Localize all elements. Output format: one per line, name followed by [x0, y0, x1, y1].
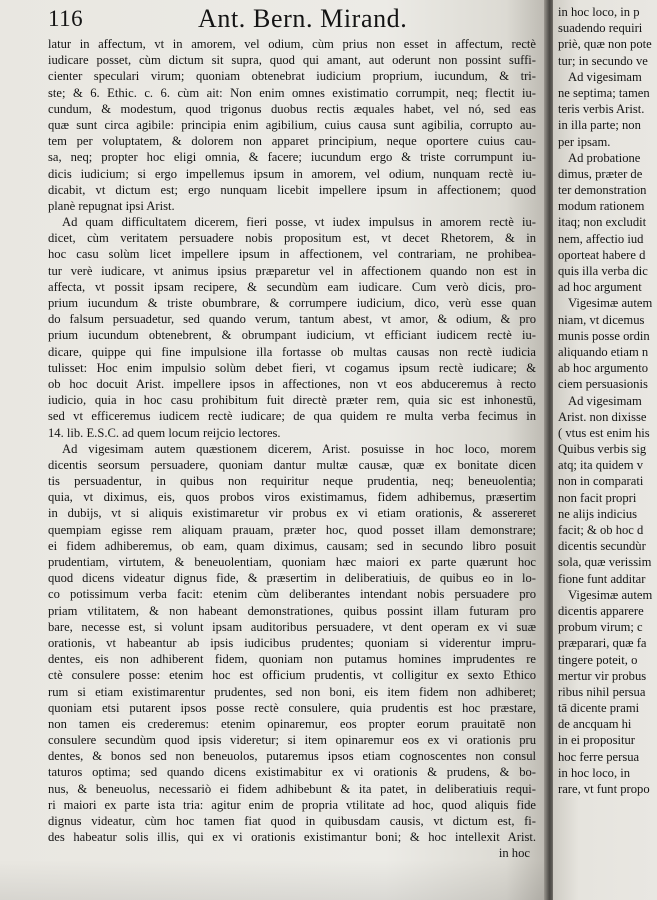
text-line: modum rationem — [558, 199, 645, 214]
paragraph — [48, 36, 536, 214]
text-line: consulere secundùm quod ipsis videretur; si item opinaremur eos ex vi orationis pru — [48, 733, 536, 748]
text-line: fione funt additar — [558, 571, 646, 586]
text-line: quæ sunt circa agibile: principia enim agibilium, cuius causa sunt agibilia, corrupto au- — [48, 117, 536, 132]
text-line: probum virum; c — [558, 620, 643, 635]
text-line: dentes, eis non adhiberent fidem, quoniam non putamus homines imprudentes re — [48, 652, 536, 667]
text-line: ciem persuasionis — [558, 377, 648, 392]
text-line: dicet, cùm veritatem persuadere nobis propositum est, vt decet Rhetorem, & in — [48, 231, 536, 246]
text-line: iudicio, quia in hoc casu prohibitum fuit directè præter rem, quia sic est inhonestū, — [48, 393, 536, 408]
text-line: dicentis apparere — [558, 603, 644, 618]
text-line: teris verbis Arist. — [558, 102, 645, 117]
text-line: bare, necesse est, si volunt ipsam auditoribus persuadere, vt dent operam ex vi suæ — [48, 619, 536, 634]
text-line: quempiam egisse rem aliquam prauam, præter hoc, quod posset illam demonstrare; — [48, 522, 536, 537]
text-line: ter demonstration — [558, 183, 647, 198]
text-line: ste; & 6. Ethic. c. 6. cùm ait: Non enim omnes existimatio corrumpit, neq; flectit iu- — [48, 85, 536, 100]
text-line: rum si etiam existimarentur prudentes, sed non boni, eis item fidem non adhiberet; — [48, 684, 536, 699]
text-line: ne septima; tamen — [558, 85, 650, 100]
text-line: cundum, & modestum, quod trigonus duobus rectis æquales habet, vel nó, sed eas — [48, 101, 536, 116]
text-line: Ad vigesimam — [568, 69, 642, 84]
text-line: tulisset: Hoc enim impulsio solùm debet fieri, vt cogamus ipsum rectè iudicare; & — [48, 360, 536, 375]
text-line: munis posse ordin — [558, 328, 650, 343]
text-line: iudicare posset, cùm dictum sit supra, quod qui amant, aut oderunt non possint suffi- — [48, 53, 536, 68]
text-line: Ad vigesimam autem quæstionem dicerem, Arist. posuisse in hoc loco, morem — [62, 441, 536, 456]
text-line: nus, & beneuolus, necessariò ei fidem adhibebunt & ita patet, in deliberatiuis requi- — [48, 781, 536, 796]
text-line: per ipsam. — [558, 134, 611, 149]
text-line: tem per voluptatem, & dolorem non apparet principium, neque oportere cuius cau- — [48, 134, 536, 149]
text-line: in illa parte; non — [558, 118, 641, 133]
text-line: in hoc loco, in — [558, 765, 631, 780]
text-line: taturos optima; sed quando dicens existimabitur ex vi orationis & prudens, & bo- — [48, 765, 536, 780]
running-title: Ant. Bern. Mirand. — [198, 4, 408, 33]
text-line: præparari, quæ fa — [558, 636, 647, 651]
text-line: affecta, vt possit ipsam recipere, & secundùm eam iudicare. Cum verò dicis, pro- — [48, 279, 536, 294]
text-line: hoc ferre persua — [558, 749, 640, 764]
text-line: ab hoc argumento — [558, 361, 648, 376]
text-line: dimus, præter de — [558, 166, 643, 181]
text-line: non in comparati — [558, 474, 644, 489]
text-line: dicentis secundùr — [558, 539, 646, 554]
text-line: quoniam etsi putarent ipsos posse rectè consulere, quia prudentis est hoc præstare, — [48, 700, 536, 715]
paragraph — [48, 214, 536, 441]
text-line: tā dicente prami — [558, 701, 640, 716]
text-line: latur in affectum, vt in amorem, vel odium, cùm prius non esset in affectum, rectè — [48, 37, 536, 51]
right-body-text — [558, 4, 657, 797]
text-line: ri maiori ex parte ista tria: agitur enim de propria vtilitate ad hoc, quod aliquis fide — [48, 797, 536, 812]
text-line: facit; & ob hoc d — [558, 523, 644, 537]
page-number: 116 — [48, 6, 84, 31]
text-line: Vigesimæ autem — [568, 296, 653, 311]
text-line: hoc casu solùm licet impellere ipsum in affectionem, vel contrariam, ne prohibea- — [48, 247, 536, 262]
text-line: tis persuadentur, in quibus non requiritur neque prudentia, neq; beneuolentia; — [48, 474, 536, 489]
text-line: Ad probatione — [568, 150, 641, 165]
text-line: Vigesimæ autem — [568, 587, 653, 602]
text-line: in ei propositur — [558, 733, 635, 748]
text-line: mertur vir probus — [558, 668, 647, 683]
text-line: prium iucundum obtenebrent, & obrumpant iudicium, vt efficiant iudicem rectè iu- — [48, 328, 536, 343]
paragraph — [48, 441, 536, 862]
text-line: dignus videatur, cùm hoc tamen fiat quod in quibusdam causis, vt dictum est, fi- — [48, 814, 536, 828]
text-line: in dubijs, vt si aliquis existimaretur vir probus ex vi etiam orationis, & assereret — [48, 506, 536, 521]
text-line: ribus nihil persua — [558, 684, 646, 699]
text-line: orationis, vt habeantur ab ipsis iudicibus prudentes; quoniam si viderentur impru- — [48, 635, 536, 650]
text-line: non tamen eis crederemus: etenim opinaremur, eos propter eorum prauitatē non — [48, 716, 536, 731]
text-line: aliquando etiam n — [558, 344, 649, 359]
text-line: dentes, & bonos sed non beneuolos, putaremus ipsos etiam cognoscentes non consul — [48, 749, 536, 764]
text-line: quis illa verba dic — [558, 264, 648, 278]
text-line: tur verè iudicare, vt animus ipsius præparetur vel in affectionem quando non est in — [48, 263, 536, 278]
text-line: cienter speculari virum; quoniam obtenebrat iudicium proprium, iucundum, & tri- — [48, 69, 536, 84]
text-line: prudentiam, virtutem, & beneuolentiam, quoniam hæc maiori ex parte quærunt hoc — [48, 555, 536, 569]
text-line: priè, quæ non pote — [558, 37, 652, 52]
text-line: prium iucundum & triste obumbrare, & corrumpere iudicium, dico, verù esse quan — [48, 296, 536, 310]
text-line: dicabit, vt dictum est; ergo nunquam licebit impellere ipsum in affectionem; quod — [48, 182, 536, 197]
text-line: suadendo requiri — [558, 21, 643, 36]
text-line: tingere poteit, o — [558, 652, 638, 667]
text-line: Ad quam difficultatem dicerem, fieri posse, vt iudex impulsus in amorem rectè iu- — [62, 215, 536, 230]
text-line: do falsum persuadetur, sed quando verum, tantum abest, vt amor, & odium, & pro — [48, 312, 536, 327]
text-line: oporteat habere d — [558, 247, 646, 262]
text-line: priam vtilitatem, & non habeant demonstrationes, quibus possint illam futuram pro — [48, 603, 536, 618]
text-line: des habeatur solis illis, qui ex vi orationis existimantur boni; & hoc intellexit Arist. — [48, 830, 536, 845]
text-line: ( vtus est enim his — [558, 425, 650, 440]
text-line: co potissimum verba facit: etenim cùm deliberantes intendant nobis persuadere pro — [48, 587, 536, 602]
text-line: dicentis seorsum persuadere, quoniam dantur multæ causæ, quæ ex bonitate dicen — [48, 457, 536, 472]
text-line: ne alijs indicius — [558, 506, 638, 521]
text-line: dicare, quippe qui fine impulsione illa fortasse ob multas causas non rectè iudicia — [48, 344, 536, 359]
text-line: sed vt efficeremus iudicem rectè iudicare; de qua quidem re multa verba fecimus in — [48, 409, 536, 424]
text-line: Quibus verbis sig — [558, 442, 647, 457]
text-line: in hoc loco, in p — [558, 5, 640, 19]
text-line: ob hoc docuit Arist. impellere ipsos in affectiones, non vt eos abduceremus à recto — [48, 376, 536, 391]
text-line: sola, quæ verissim — [558, 555, 652, 570]
text-line: dicis iudicium; si ergo impellemus ipsum in amorem, vel odium, nunquam rectè iu- — [48, 166, 536, 181]
text-line: sa, neq; propter hoc eligi omnia, & facere; iucundum ergo & triste corrumpunt iu- — [48, 150, 536, 165]
page-shadow — [0, 860, 550, 900]
text-line: ctè consulere posse: etenim hoc est officium prudentis, vt colligitur ex sexto Ethico — [48, 668, 536, 683]
text-line: tur; in secundo ve — [558, 53, 648, 68]
text-line: atq; ita quidem v — [558, 458, 643, 473]
text-line: ad hoc argument — [558, 280, 642, 295]
running-head — [48, 6, 536, 36]
text-line: rare, vt funt propo — [558, 782, 650, 796]
left-body-text — [48, 36, 536, 862]
text-line: quia, vt diximus, eis, quos probos viros existimamus, fidem adhibemus, præsertim — [48, 490, 536, 505]
text-line: itaq; non excludit — [558, 215, 647, 230]
text-line: niam, vt dicemus — [558, 312, 645, 327]
text-line: non facit propri — [558, 490, 637, 505]
text-line: ei fidem adhiberemus, ob eam, quam diximus, causam; sed in secundo libro posuit — [48, 538, 536, 553]
text-line: planè repugnat ipsi Arist. — [48, 198, 175, 213]
text-line: de ancquam hi — [558, 717, 632, 732]
text-line: in hoc — [498, 846, 530, 861]
text-line: Arist. non dixisse — [558, 409, 647, 424]
text-line: quod dicens videatur dignus fide, & præsertim in deliberatiuis, de quibus eo in lo- — [48, 571, 536, 586]
text-line: nem, affectio iud — [558, 231, 644, 246]
text-line: 14. lib. E.S.C. ad quem locum reijcio lectores. — [48, 425, 281, 440]
right-page — [553, 0, 657, 900]
text-line: Ad vigesimam — [568, 393, 642, 408]
